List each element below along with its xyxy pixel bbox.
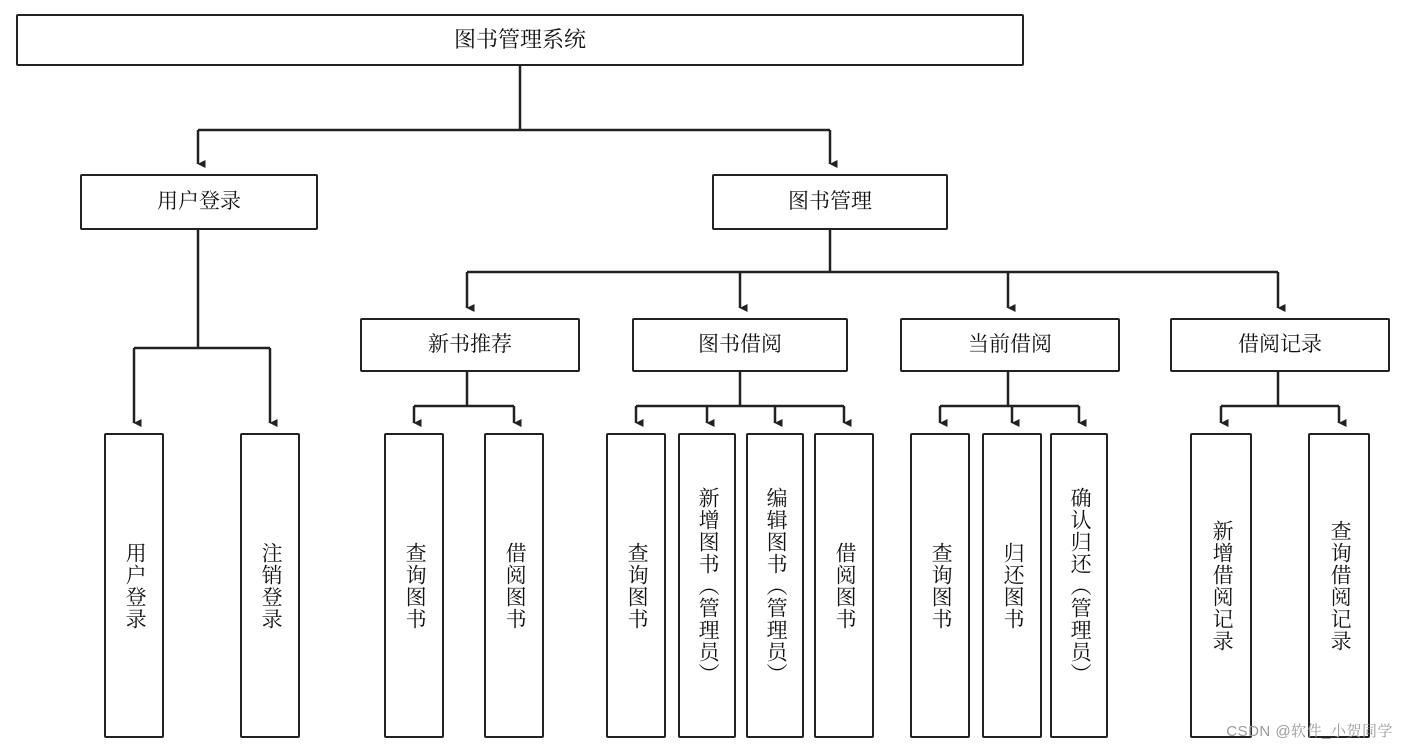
node-user-login: 用户登录	[80, 174, 318, 230]
node-current-borrow: 当前借阅	[900, 318, 1120, 372]
node-book-management: 图书管理	[712, 174, 948, 230]
node-login-logout: 注销登录	[240, 433, 300, 738]
node-newbook-query-book: 查询图书	[384, 433, 444, 738]
node-current-return-book: 归还图书	[982, 433, 1042, 738]
node-book-borrow: 图书借阅	[632, 318, 848, 372]
node-borrow-record: 借阅记录	[1170, 318, 1390, 372]
node-newbook-borrow-book: 借阅图书	[484, 433, 544, 738]
node-current-confirm-return-admin: 确认归还（管理员）	[1050, 433, 1108, 738]
node-borrow-borrow-book: 借阅图书	[814, 433, 874, 738]
node-current-query-book: 查询图书	[910, 433, 970, 738]
node-borrow-query-book: 查询图书	[606, 433, 666, 738]
watermark-text: CSDN @软件_小贺同学	[1226, 723, 1393, 740]
node-record-query-record: 查询借阅记录	[1308, 433, 1370, 738]
node-login-user-login: 用户登录	[104, 433, 164, 738]
node-root: 图书管理系统	[16, 14, 1024, 66]
node-new-book-recommend: 新书推荐	[360, 318, 580, 372]
node-borrow-edit-book-admin: 编辑图书（管理员）	[746, 433, 804, 738]
node-record-add-record: 新增借阅记录	[1190, 433, 1252, 738]
node-borrow-add-book-admin: 新增图书（管理员）	[678, 433, 736, 738]
